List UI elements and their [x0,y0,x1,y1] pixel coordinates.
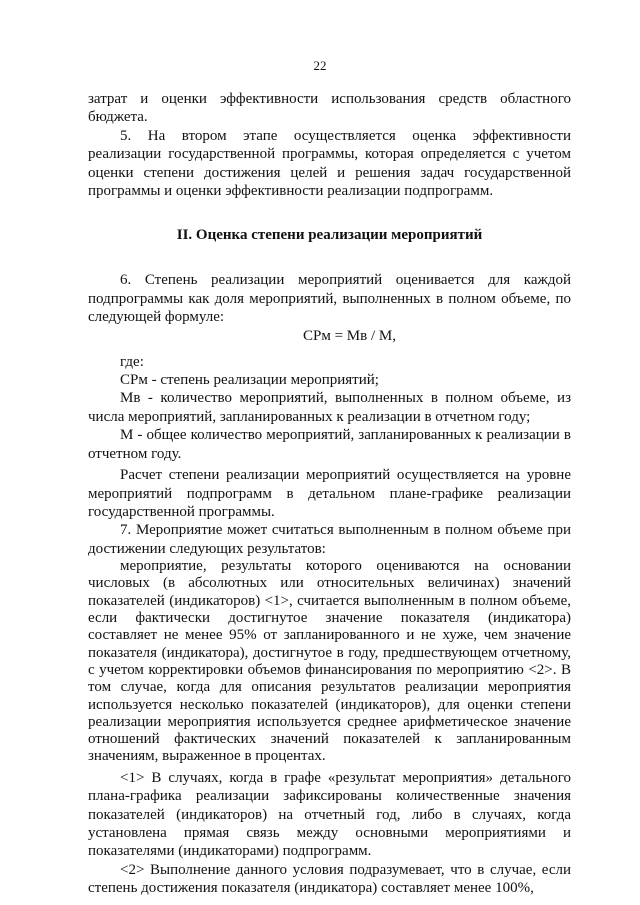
paragraph-6: 6. Степень реализации мероприятий оценивается для каждой подпрограммы как доля мероприятий, выполненных в полном объеме, по следующей формуле: [88,272,571,326]
page-content [88,90,571,898]
definition-srm: СРм - степень реализации мероприятий; [120,372,379,389]
paragraph-7: 7. Мероприятие может считаться выполненным в полном объеме при достижении следующих результатов: [88,522,571,557]
intro-paragraph-2: 5. На втором этапе осуществляется оценка эффективности реализации государственной программы, которая определяется с учетом оценки степени достижения целей и решения задач государственной программы и оценки эффективности реализации подпрограмм. [88,127,571,200]
section-title: II. Оценка степени реализации мероприятий [176,227,483,244]
intro-paragraph-1: затрат и оценки эффективности использования средств областного бюджета. [88,91,571,126]
where-label: где: [120,353,144,370]
calculation-paragraph: Расчет степени реализации мероприятий осуществляется на уровне мероприятий подпрограмм в детальном плане-графике реализации государственной программы. [88,467,571,520]
formula: СРм = Мв / М, [303,327,396,344]
definition-m: М - общее количество мероприятий, запланированных к реализации в отчетном году. [88,427,571,462]
definition-mv: Мв - количество мероприятий, выполненных в полном объеме, из числа мероприятий, запланированных к реализации в отчетном году; [88,390,571,425]
footnote-1: <1> В случаях, когда в графе «результат мероприятия» детального плана-графика реализации зафиксированы количественные значения показателей (индикаторов) на отчетный год, либо в случаях, когда установлена прямая связь между основными мероприятиями и показателями (индикаторами) подпрограмм. [88,769,571,860]
footnote-2: <2> Выполнение данного условия подразумевает, что в случае, если степень достижения показателя (индикатора) составляет менее 100%, [88,861,571,897]
page-number: 22 [313,58,327,73]
paragraph-7-criteria: мероприятие, результаты которого оцениваются на основании числовых (в абсолютных или относительных величинах) значений показателей (индикаторов) <1>, считается выполненным в полном объеме, если фактически достигнутое значение показателя (индикатора) составляет не менее 95% от запланированного и не хуже, чем значение показателя (индикатора), достигнутое в году, предшествующем отчетному, с учетом корректировки объемов финансирования по мероприятию <2>. В том случае, когда для описания результатов реализации мероприятия используется несколько показателей (индикаторов), для оценки степени реализации мероприятия используется среднее арифметическое значение отношений фактических значений показателей к запланированным значениям, выраженное в процентах. [88,558,571,765]
